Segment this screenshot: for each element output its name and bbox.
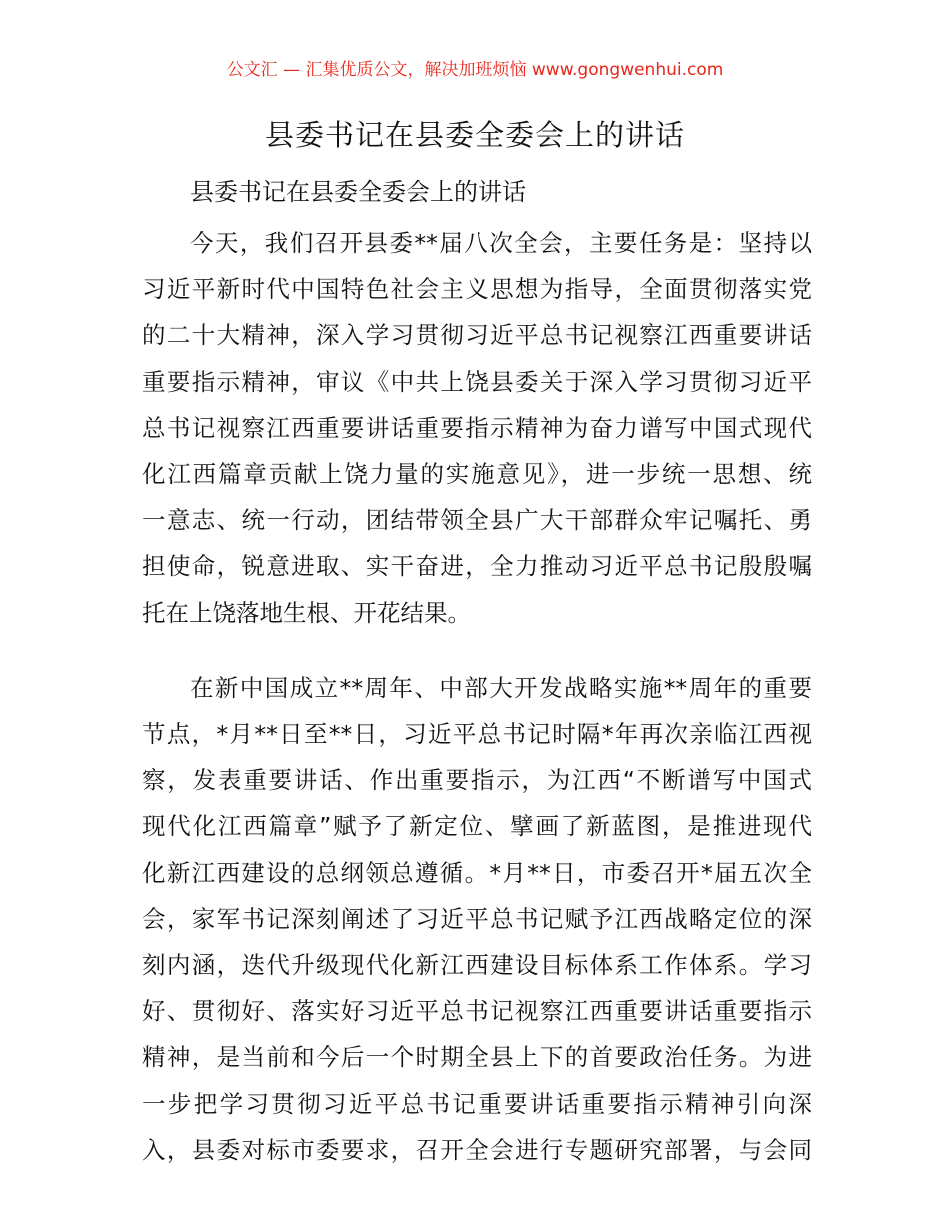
paragraph-line: 担使命，锐意进取、实干奋进，全力推动习近平总书记殷殷嘱 [142, 552, 812, 581]
paragraph-line: 化新江西建设的总纲领总遵循。*月**日，市委召开*届五次全 [142, 858, 812, 887]
paragraph-line: 总书记视察江西重要讲话重要指示精神为奋力谱写中国式现代 [142, 413, 812, 442]
paragraph-line: 化江西篇章贡献上饶力量的实施意见》，进一步统一思想、统 [142, 460, 812, 489]
paragraph-line: 会，家军书记深刻阐述了习近平总书记赋予江西战略定位的深 [142, 904, 812, 933]
paragraph-line: 现代化江西篇章”赋予了新定位、擘画了新蓝图，是推进现代 [142, 812, 812, 841]
paragraph-line: 一意志、统一行动，团结带领全县广大干部群众牢记嘱托、勇 [142, 506, 812, 535]
document-body [142, 220, 812, 1173]
paragraph-line: 重要指示精神，审议《中共上饶县委关于深入学习贯彻习近平 [142, 367, 812, 396]
paragraph-line: 在新中国成立**周年、中部大开发战略实施**周年的重要 [190, 673, 812, 702]
paragraph-line: 刻内涵，迭代升级现代化新江西建设目标体系工作体系。学习 [142, 951, 812, 980]
paragraph-2 [142, 665, 812, 1173]
paragraph-line: 察，发表重要讲话、作出重要指示，为江西“不断谱写中国式 [142, 766, 812, 795]
document-title: 县委书记在县委全委会上的讲话 [264, 118, 685, 152]
paragraph-line: 精神，是当前和今后一个时期全县上下的首要政治任务。为进 [142, 1043, 812, 1072]
paragraph-line: 托在上饶落地生根、开花结果。 [142, 598, 471, 627]
paragraph-line: 今天，我们召开县委**届八次全会，主要任务是：坚持以 [190, 229, 812, 257]
paragraph-1 [142, 220, 812, 636]
paragraph-line: 好、贯彻好、落实好习近平总书记视察江西重要讲话重要指示 [142, 997, 812, 1026]
header-banner: 公文汇 — 汇集优质公文，解决加班烦恼 www.gongwenhui.com [226, 60, 724, 80]
document-subtitle: 县委书记在县委全委会上的讲话 [190, 178, 526, 206]
paragraph-line: 习近平新时代中国特色社会主义思想为指导，全面贯彻落实党 [142, 275, 812, 304]
paragraph-line: 的二十大精神，深入学习贯彻习近平总书记视察江西重要讲话 [142, 321, 812, 350]
paragraph-line: 一步把学习贯彻习近平总书记重要讲话重要指示精神引向深 [142, 1089, 812, 1118]
paragraph-line: 节点，*月**日至**日，习近平总书记时隔*年再次亲临江西视 [142, 720, 812, 749]
paragraph-line: 入，县委对标市委要求，召开全会进行专题研究部署，与会同 [142, 1135, 812, 1164]
